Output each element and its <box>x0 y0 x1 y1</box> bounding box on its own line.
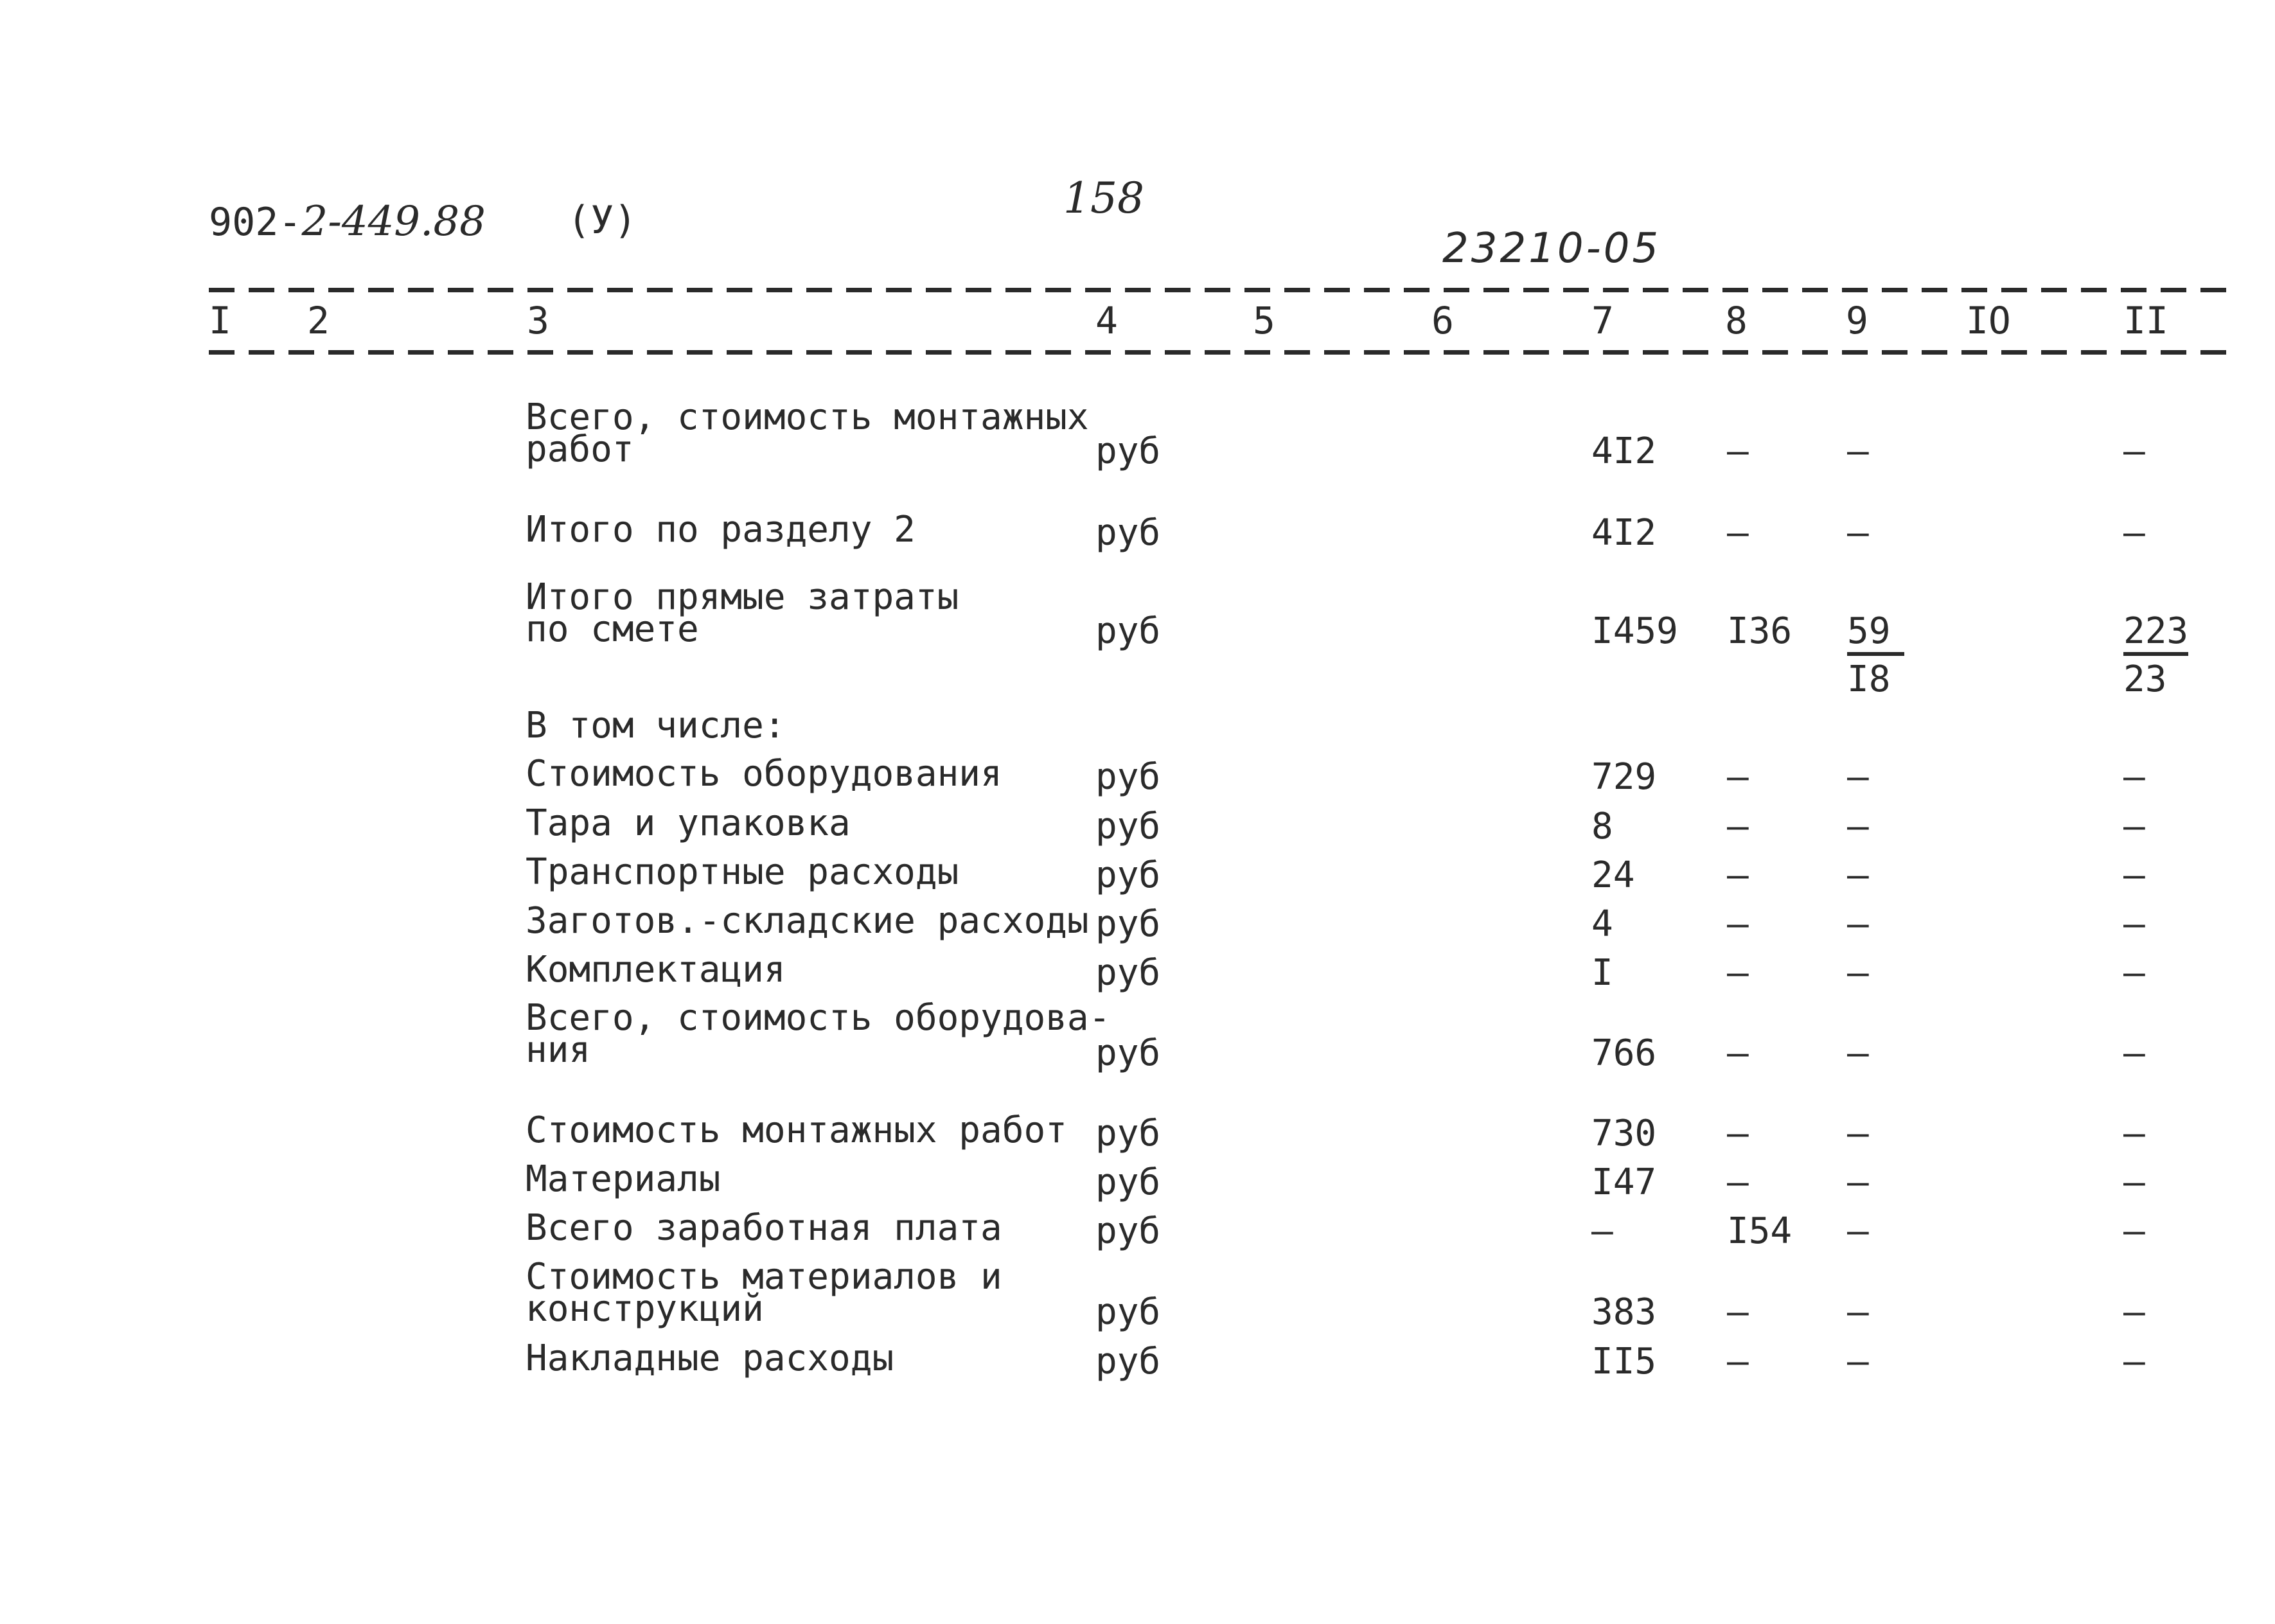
row-label: Итого прямые затраты <box>526 576 959 618</box>
column-header-1: I <box>209 299 231 342</box>
row-value-col7: 24 <box>1591 854 1635 896</box>
row-value-col11: – <box>2123 1113 2145 1154</box>
row-value-col11-denominator: 23 <box>2123 658 2167 700</box>
row-value-col7: II5 <box>1591 1341 1657 1382</box>
row-label: Всего, стоимость оборудова- <box>526 997 1111 1039</box>
row-unit: руб <box>1095 1032 1161 1074</box>
row-label: Материалы <box>526 1158 721 1200</box>
row-unit: руб <box>1095 1161 1161 1203</box>
row-label: Стоимость оборудования <box>526 753 1002 795</box>
document-mark: (У) <box>567 198 637 243</box>
row-value-col7: 4I2 <box>1591 512 1657 554</box>
row-value-col8: – <box>1727 512 1749 554</box>
column-header-5: 5 <box>1253 299 1275 342</box>
row-unit: руб <box>1095 1113 1161 1154</box>
row-value-col9-denominator: I8 <box>1847 658 1891 700</box>
row-value-col11: – <box>2123 430 2145 472</box>
row-unit: руб <box>1095 1291 1161 1333</box>
row-label-continued: конструкций <box>526 1288 764 1330</box>
row-unit: руб <box>1095 756 1161 798</box>
row-value-col9: – <box>1847 1210 1869 1252</box>
column-header-4: 4 <box>1095 299 1118 342</box>
row-unit: руб <box>1095 806 1161 847</box>
column-header-7: 7 <box>1591 299 1614 342</box>
row-value-col7: I459 <box>1591 610 1678 652</box>
row-value-col9: – <box>1847 1161 1869 1203</box>
row-value-col7: 4I2 <box>1591 430 1657 472</box>
row-unit: руб <box>1095 1210 1161 1252</box>
row-value-col11: – <box>2123 1210 2145 1252</box>
column-header-6: 6 <box>1431 299 1454 342</box>
row-value-col9: – <box>1847 1032 1869 1074</box>
row-value-col8: – <box>1727 1113 1749 1154</box>
row-value-col9: – <box>1847 806 1869 847</box>
row-label: Стоимость материалов и <box>526 1256 1002 1298</box>
row-label: Заготов.-складские расходы <box>526 900 1089 942</box>
row-label: Тара и упаковка <box>526 802 851 844</box>
row-label: Комплектация <box>526 949 786 991</box>
row-value-col8: I36 <box>1727 610 1793 652</box>
column-header-11: II <box>2123 299 2168 342</box>
row-value-col8: I54 <box>1727 1210 1793 1252</box>
section-subheading: В том числе: <box>526 705 786 746</box>
row-value-col8: – <box>1727 1032 1749 1074</box>
row-value-col7: 766 <box>1591 1032 1657 1074</box>
row-value-col8: – <box>1727 806 1749 847</box>
row-value-col9: – <box>1847 854 1869 896</box>
row-unit: руб <box>1095 854 1161 896</box>
row-label: Стоимость монтажных работ <box>526 1109 1067 1151</box>
row-label-continued: ния <box>526 1029 591 1071</box>
row-unit: руб <box>1095 430 1161 472</box>
row-label: Всего заработная плата <box>526 1207 1002 1249</box>
row-unit: руб <box>1095 512 1161 554</box>
row-value-col9-numerator: 59 <box>1847 610 1904 656</box>
row-value-col9: – <box>1847 1291 1869 1333</box>
row-label: Итого по разделу 2 <box>526 509 916 551</box>
row-unit: руб <box>1095 952 1161 994</box>
row-label-continued: работ <box>526 428 634 470</box>
row-label: Транспортные расходы <box>526 851 959 893</box>
row-value-col8: – <box>1727 903 1749 945</box>
row-value-col8: – <box>1727 756 1749 798</box>
column-header-3: 3 <box>527 299 549 342</box>
row-label: Накладные расходы <box>526 1337 894 1379</box>
row-value-col7: 730 <box>1591 1113 1657 1154</box>
row-value-col11: – <box>2123 1341 2145 1382</box>
row-value-col11: – <box>2123 1032 2145 1074</box>
row-value-col11: – <box>2123 952 2145 994</box>
row-value-col7: 729 <box>1591 756 1657 798</box>
row-value-col7: 383 <box>1591 1291 1657 1333</box>
column-header-2: 2 <box>307 299 330 342</box>
row-value-col7: I <box>1591 952 1613 994</box>
row-unit: руб <box>1095 903 1161 945</box>
document-code-handwritten: 2-449.88 <box>301 198 486 245</box>
row-value-col9: – <box>1847 756 1869 798</box>
row-value-col9: – <box>1847 512 1869 554</box>
row-value-col8: – <box>1727 430 1749 472</box>
document-code <box>209 198 486 245</box>
column-header-8: 8 <box>1725 299 1748 342</box>
row-value-col9: – <box>1847 952 1869 994</box>
column-header-10: IO <box>1966 299 2011 342</box>
column-header-9: 9 <box>1846 299 1868 342</box>
row-value-col11: – <box>2123 806 2145 847</box>
row-value-col8: – <box>1727 1291 1749 1333</box>
row-value-col7: 8 <box>1591 806 1613 847</box>
row-value-col9: – <box>1847 903 1869 945</box>
row-value-col8: – <box>1727 952 1749 994</box>
row-value-col8: – <box>1727 854 1749 896</box>
header-bottom-rule <box>209 350 2226 355</box>
row-value-col7: – <box>1591 1210 1613 1252</box>
document-code-prefix: 902- <box>209 200 302 245</box>
row-value-col8: – <box>1727 1161 1749 1203</box>
row-label-continued: по смете <box>526 608 699 650</box>
page-number: 158 <box>1063 173 1144 223</box>
row-value-col11: – <box>2123 903 2145 945</box>
row-label: Всего, стоимость монтажных <box>526 396 1089 438</box>
row-value-col9: – <box>1847 430 1869 472</box>
row-value-col11: – <box>2123 1161 2145 1203</box>
row-value-col11: – <box>2123 854 2145 896</box>
row-unit: руб <box>1095 610 1161 652</box>
row-unit: руб <box>1095 1341 1161 1382</box>
row-value-col9: – <box>1847 1341 1869 1382</box>
row-value-col11-numerator: 223 <box>2123 610 2188 656</box>
row-value-col11: – <box>2123 1291 2145 1333</box>
header-top-rule <box>209 288 2226 292</box>
document-number: 23210-05 <box>1442 225 1661 272</box>
row-value-col7: I47 <box>1591 1161 1657 1203</box>
row-value-col7: 4 <box>1591 903 1613 945</box>
row-value-col11: – <box>2123 756 2145 798</box>
row-value-col9: – <box>1847 1113 1869 1154</box>
row-value-col11: – <box>2123 512 2145 554</box>
row-value-col8: – <box>1727 1341 1749 1382</box>
